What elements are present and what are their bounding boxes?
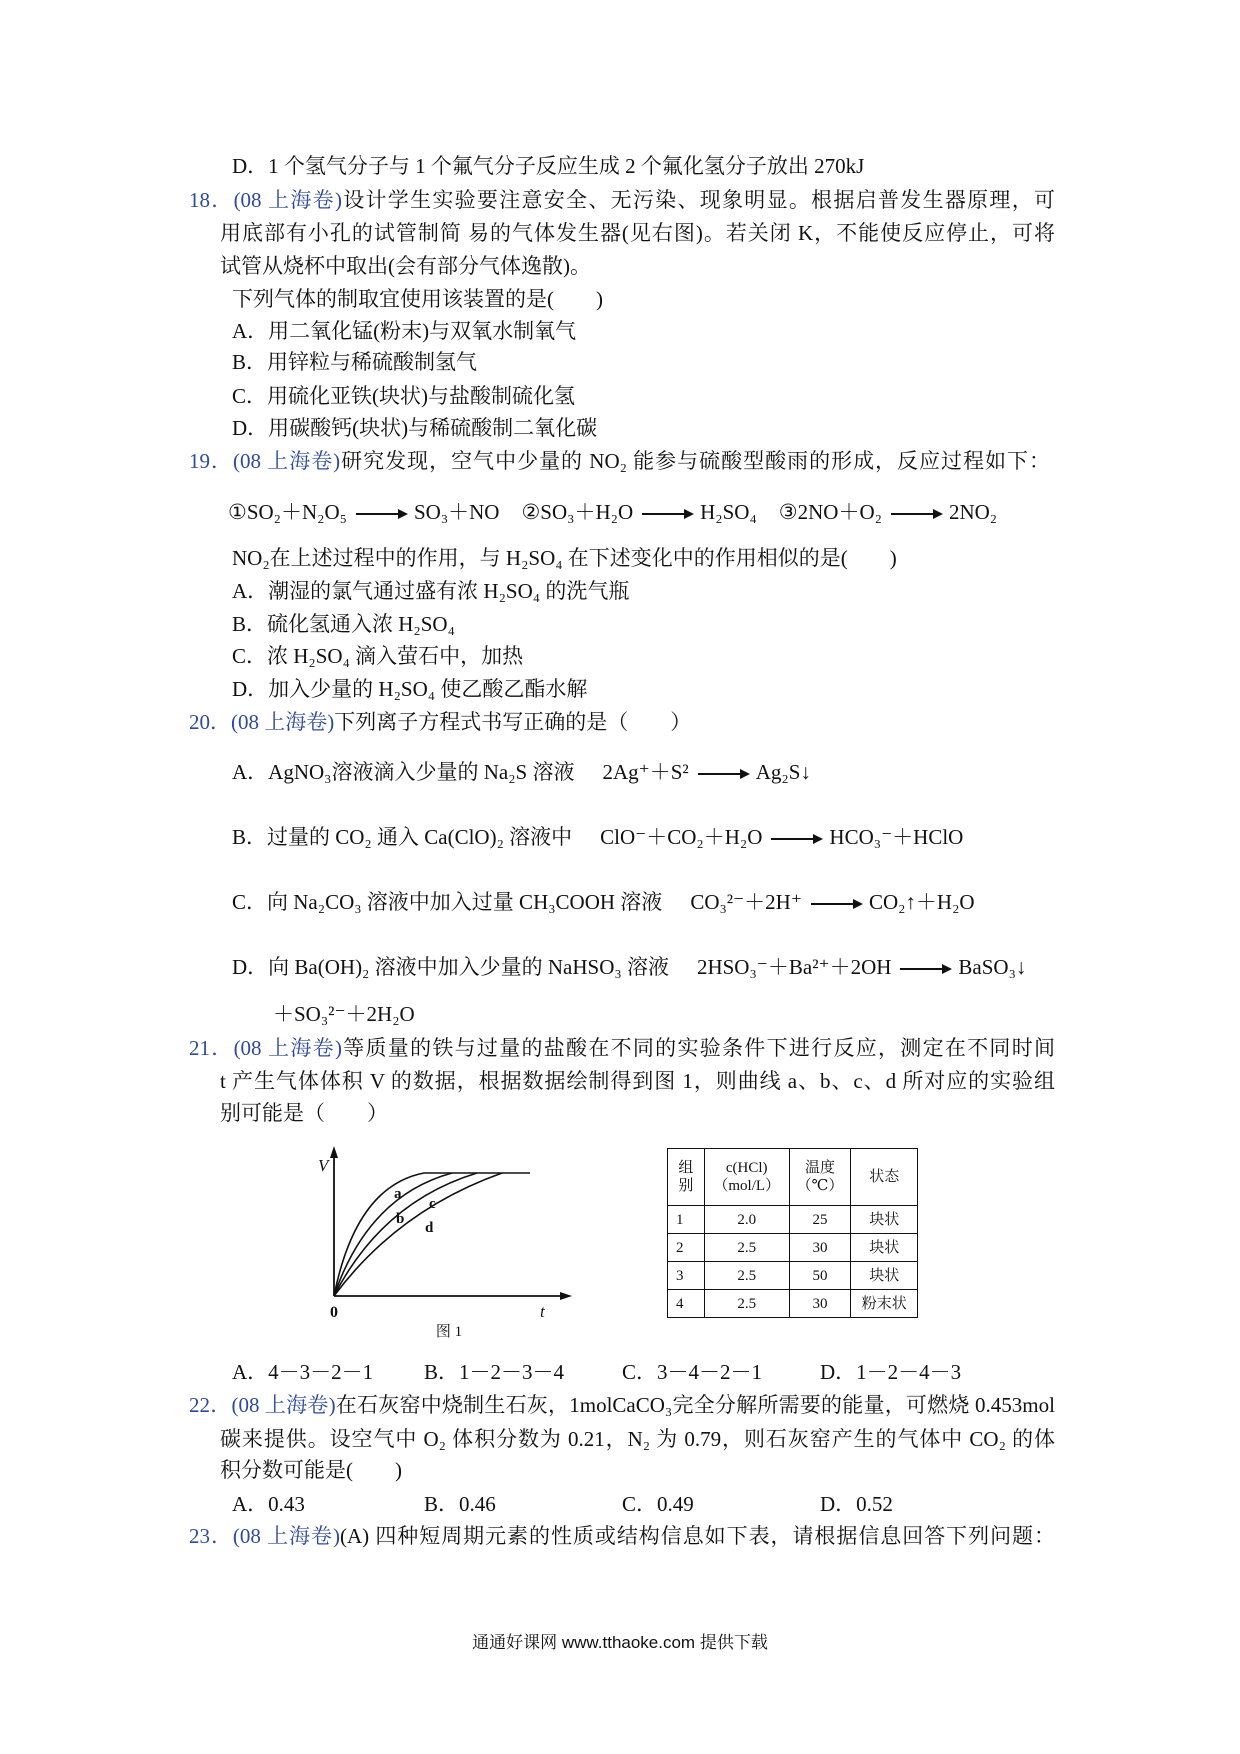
question-number: 19．(08 上海卷) (189, 449, 341, 473)
table-row (668, 1206, 918, 1234)
page-footer: 通通好课网 www.tthaoke.com 提供下载 (472, 1633, 768, 1652)
q21-line-2: t 产生气体体积 V 的数据，根据数据绘制得到图 1，则曲线 a、b、c、d 所对应的实验组 (220, 1069, 1055, 1093)
equation-right: CO₂↑＋H₂O (868, 890, 975, 914)
table-cell: 30 (789, 1234, 851, 1262)
q18-option-d: D．用碳酸钙(块状)与稀硫酸制二氧化碳 (232, 416, 598, 440)
curve-d (334, 1173, 502, 1296)
equation-right: BaSO₃↓ (958, 955, 1027, 979)
table-cell: 2.5 (704, 1234, 789, 1262)
table-cell: 2 (668, 1234, 705, 1262)
table-cell: 1 (668, 1206, 705, 1234)
equation-3-right: 2NO₂ (948, 500, 998, 524)
y-axis-label: V (318, 1156, 329, 1175)
reaction-arrow (356, 513, 406, 515)
table-cell: 25 (789, 1206, 851, 1234)
equation-right: HCO₃⁻＋HClO (829, 825, 964, 849)
figure-1-graph (310, 1140, 580, 1345)
question-number: 23．(08 上海卷) (189, 1524, 340, 1548)
q20-option-d-continuation: ＋SO₃²⁻＋2H₂O (273, 1002, 415, 1026)
equation-right: Ag₂S↓ (755, 760, 811, 784)
reaction-arrow (642, 513, 692, 515)
q21-option-a: A．4－3－2－1 (232, 1360, 374, 1384)
q21-line-3: 别可能是（ ） (220, 1101, 388, 1125)
q20-option-a (232, 758, 811, 786)
x-axis-label: t (540, 1302, 545, 1321)
header-state (851, 1149, 918, 1206)
option-text: B．过量的 CO₂ 通入 Ca(ClO)₂ 溶液中 (232, 825, 573, 849)
reaction-arrow (771, 838, 821, 840)
q18-line-1 (189, 186, 1055, 214)
q21-option-c: C．3－4－2－1 (622, 1360, 763, 1384)
q23-line-1 (189, 1522, 1055, 1550)
equation-1-right: SO₃＋NO (413, 500, 500, 524)
curve-c (334, 1173, 477, 1296)
header-line: （mol/L） (713, 1178, 781, 1194)
header-line: （℃） (796, 1178, 844, 1194)
curve-label-a: a (394, 1186, 402, 1202)
q20-option-c (232, 888, 975, 916)
q18-line-3: 试管从烧杯中取出(会有部分气体逸散)。 (220, 254, 591, 278)
q20-option-b (232, 823, 963, 851)
q19-option-b: B．硫化氢通入浓 H₂SO₄ (232, 612, 455, 636)
reaction-arrow (891, 513, 941, 515)
equation-1-left: ①SO₂＋N₂O₅ (228, 500, 347, 524)
q19-stem: NO₂在上述过程中的作用，与 H₂SO₄ 在下述变化中的作用相似的是( ) (232, 546, 897, 570)
table-cell: 50 (789, 1262, 851, 1290)
equation-left: CO₃²⁻＋2H⁺ (690, 890, 802, 914)
experiment-table (667, 1148, 918, 1318)
equation-2-left: ②SO₃＋H₂O (521, 500, 634, 524)
q20-text: 下列离子方程式书写正确的是（ ） (334, 710, 692, 734)
question-number: 21．(08 上海卷) (189, 1036, 342, 1060)
origin-label: 0 (330, 1304, 338, 1321)
curve-label-c: c (429, 1196, 436, 1212)
header-line: 别 (678, 1178, 694, 1194)
question-number: 18．(08 上海卷) (189, 188, 342, 212)
table-row (668, 1234, 918, 1262)
q22-line-2: 碳来提供。设空气中 O₂ 体积分数为 0.21，N₂ 为 0.79，则石灰窑产生的气体中 CO₂ 的体 (220, 1427, 1055, 1451)
table-cell: 2.0 (704, 1206, 789, 1234)
q18-text: 设计学生实验要注意安全、无污染、现象明显。根据启普发生器原理，可 (341, 188, 1055, 212)
q19-line-1 (189, 447, 1050, 475)
table-cell: 30 (789, 1290, 851, 1318)
q21-option-d: D．1－2－4－3 (820, 1360, 962, 1384)
header-line: c(HCl) (725, 1160, 768, 1176)
q19-text: 研究发现，空气中少量的 NO₂ 能参与硫酸型酸雨的形成，反应过程如下： (340, 449, 1050, 473)
table-cell: 2.5 (704, 1262, 789, 1290)
reaction-arrow (698, 773, 748, 775)
x-axis-arrowhead (560, 1292, 572, 1300)
header-group (668, 1149, 705, 1206)
table-cell: 块状 (851, 1234, 918, 1262)
option-text: D．向 Ba(OH)₂ 溶液中加入少量的 NaHSO₃ 溶液 (232, 955, 669, 979)
table-cell: 3 (668, 1262, 705, 1290)
reaction-arrow (811, 903, 861, 905)
q18-line-2: 用底部有小孔的试管制简 易的气体发生器(见右图)。若关闭 K，不能使反应停止，可将 (220, 221, 1055, 245)
q21-option-b: B．1－2－3－4 (424, 1360, 565, 1384)
q22-option-c: C．0.49 (622, 1492, 694, 1516)
q22-option-b: B．0.46 (424, 1492, 496, 1516)
equation-3-left: ③2NO＋O₂ (778, 500, 882, 524)
q23-text: (A) 四种短周期元素的性质或结构信息如下表，请根据信息回答下列问题： (339, 1524, 1055, 1548)
question-number: 20．(08 上海卷) (189, 710, 335, 734)
q20-option-d (232, 953, 1026, 981)
header-temperature (789, 1149, 851, 1206)
q18-stem: 下列气体的制取宜使用该装置的是( ) (232, 287, 603, 311)
header-line: 状态 (869, 1169, 900, 1185)
y-axis-arrowhead (330, 1146, 338, 1158)
curve-label-d: d (425, 1220, 434, 1236)
q18-option-c: C．用硫化亚铁(块状)与盐酸制硫化氢 (232, 384, 575, 408)
q17-option-d: D．1 个氢气分子与 1 个氟气分子反应生成 2 个氟化氢分子放出 270kJ (232, 154, 865, 178)
equation-2-right: H₂SO₄ (700, 500, 757, 524)
q19-option-a: A．潮湿的氯气通过盛有浓 H₂SO₄ 的洗气瓶 (232, 579, 630, 603)
q18-option-a: A．用二氧化锰(粉末)与双氧水制氧气 (232, 319, 577, 343)
q19-option-c: C．浓 H₂SO₄ 滴入萤石中，加热 (232, 644, 524, 668)
table-cell: 块状 (851, 1262, 918, 1290)
option-text: A．AgNO₃溶液滴入少量的 Na₂S 溶液 (232, 760, 575, 784)
q19-equations (228, 498, 997, 526)
equation-left: 2Ag⁺＋S² (602, 760, 689, 784)
equation-left: 2HSO₃⁻＋Ba²⁺＋2OH (696, 955, 892, 979)
q22-line-3: 积分数可能是( ) (220, 1458, 402, 1482)
table-cell: 块状 (851, 1206, 918, 1234)
table-header-row (668, 1149, 918, 1206)
table-cell: 4 (668, 1290, 705, 1318)
question-number: 22．(08 上海卷) (189, 1393, 336, 1417)
q22-option-a: A．0.43 (232, 1492, 305, 1516)
q21-text: 等质量的铁与过量的盐酸在不同的实验条件下进行反应，测定在不同时间 (341, 1036, 1055, 1060)
q22-text: 在石灰窑中烧制生石灰，1molCaCO₃完全分解所需要的能量，可燃烧 0.453mol (335, 1393, 1055, 1417)
table-cell: 2.5 (704, 1290, 789, 1318)
equation-left: ClO⁻＋CO₂＋H₂O (600, 825, 763, 849)
q21-line-1 (189, 1034, 1055, 1062)
q22-option-d: D．0.52 (820, 1492, 893, 1516)
q22-line-1 (189, 1391, 1055, 1419)
option-text: C．向 Na₂CO₃ 溶液中加入过量 CH₃COOH 溶液 (232, 890, 663, 914)
header-concentration (704, 1149, 789, 1206)
reaction-arrow (900, 968, 950, 970)
curve-label-b: b (396, 1211, 405, 1227)
q19-option-d: D．加入少量的 H₂SO₄ 使乙酸乙酯水解 (232, 677, 588, 701)
table-row (668, 1262, 918, 1290)
header-line: 组 (678, 1160, 694, 1176)
header-line: 温度 (805, 1160, 836, 1176)
figure-caption: 图 1 (435, 1324, 463, 1340)
q18-option-b: B．用锌粒与稀硫酸制氢气 (232, 350, 478, 374)
table-row (668, 1290, 918, 1318)
q20-line-1 (189, 708, 691, 736)
table-cell: 粉末状 (851, 1290, 918, 1318)
